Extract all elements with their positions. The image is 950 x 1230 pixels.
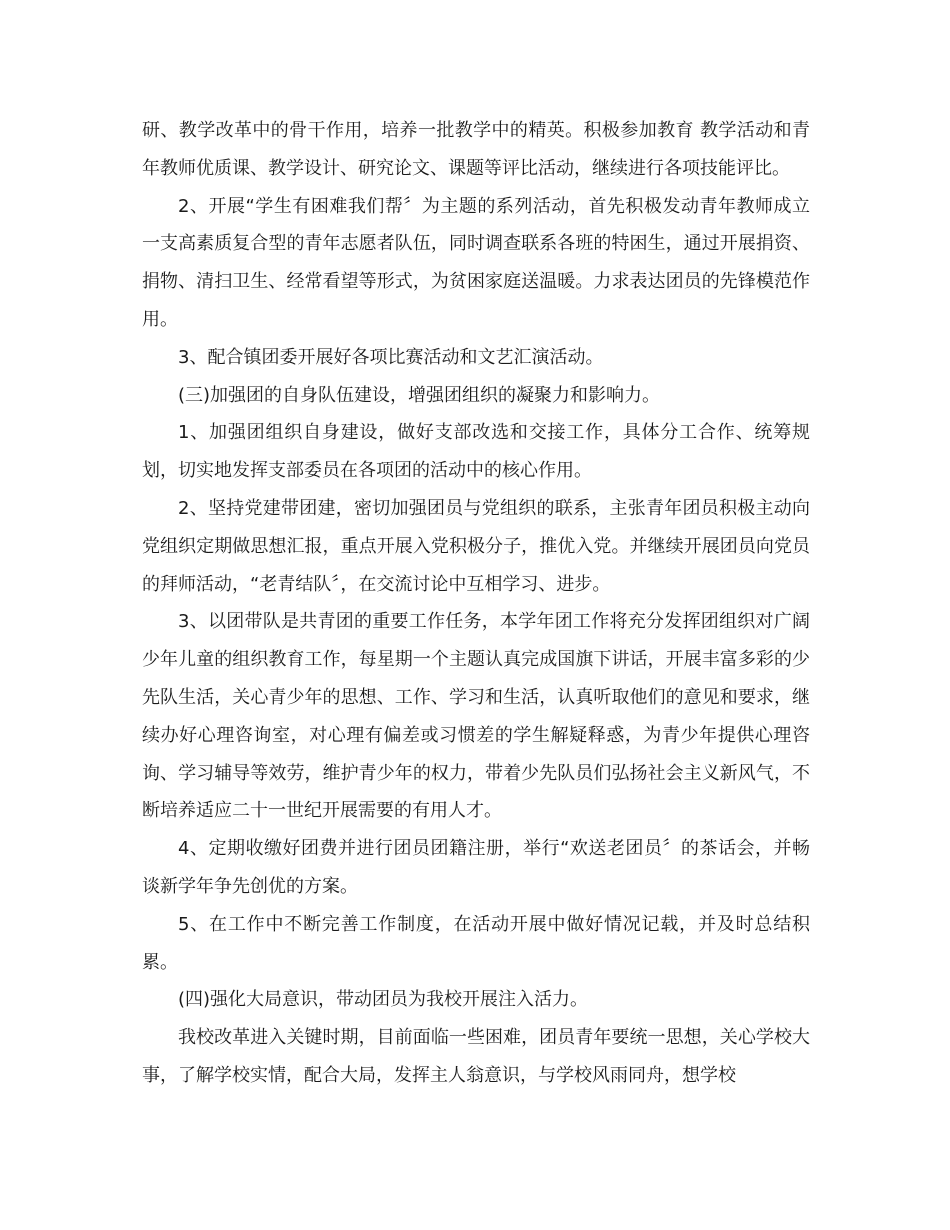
paragraph: 2、开展“学生有困难我们帮〞为主题的系列活动，首先积极发动青年教师成立一支高素质复合型的青年志愿者队伍，同时调查联系各班的特困生，通过开展捐资、捐物、清扫卫生、经常看望等形式，为贫困家庭送温暖。力求表达团员的先锋模范作用。: [142, 195, 810, 330]
paragraph: 3、配合镇团委开展好各项比赛活动和文艺汇演活动。: [178, 346, 604, 368]
paragraph: 4、定期收缴好团费并进行团员团籍注册，举行“欢送老团员〞的茶话会，并畅谈新学年争先创优的方案。: [142, 838, 810, 897]
section-heading: (四)强化大局意识，带动团员为我校开展注入活力。: [178, 989, 589, 1011]
paragraph: 5、在工作中不断完善工作制度，在活动开展中做好情况记载，并及时总结积累。: [142, 913, 810, 973]
paragraph: 1、加强团组织自身建设，做好支部改选和交接工作，具体分工合作、统筹规划，切实地发挥支部委员在各项团的活动中的核心作用。: [142, 422, 810, 482]
section-heading: (三)加强团的自身队伍建设，增强团组织的凝聚力和影响力。: [178, 384, 661, 406]
document-body: [142, 112, 810, 1095]
paragraph: 研、教学改革中的骨干作用，培养一批教学中的精英。积极参加教育 教学活动和青年教师优质课、教学设计、研究论文、课题等评比活动，继续进行各项技能评比。: [142, 120, 810, 179]
paragraph: 我校改革进入关键时期，目前面临一些困难，团员青年要统一思想，关心学校大事，了解学校实情，配合大局，发挥主人翁意识，与学校风雨同舟，想学校: [142, 1027, 810, 1086]
paragraph: 3、以团带队是共青团的重要工作任务，本学年团工作将充分发挥团组织对广阔少年儿童的组织教育工作，每星期一个主题认真完成国旗下讲话，开展丰富多彩的少先队生活，关心青少年的思想、工作、学习和生活，认真听取他们的意见和要求，继续办好心理咨询室，对心理有偏差或习惯差的学生解疑释惑，为青少年提供心理咨询、学习辅导等效劳，维护青少年的权力，带着少先队员们弘扬社会主义新风气，不断培养适应二十一世纪开展需要的有用人才。: [142, 611, 810, 822]
paragraph: 2、坚持党建带团建，密切加强团员与党组织的联系，主张青年团员积极主动向党组织定期做思想汇报，重点开展入党积极分子，推优入党。并继续开展团员向党员的拜师活动，“老青结队〞，在交流讨论中互相学习、进步。: [142, 497, 810, 595]
